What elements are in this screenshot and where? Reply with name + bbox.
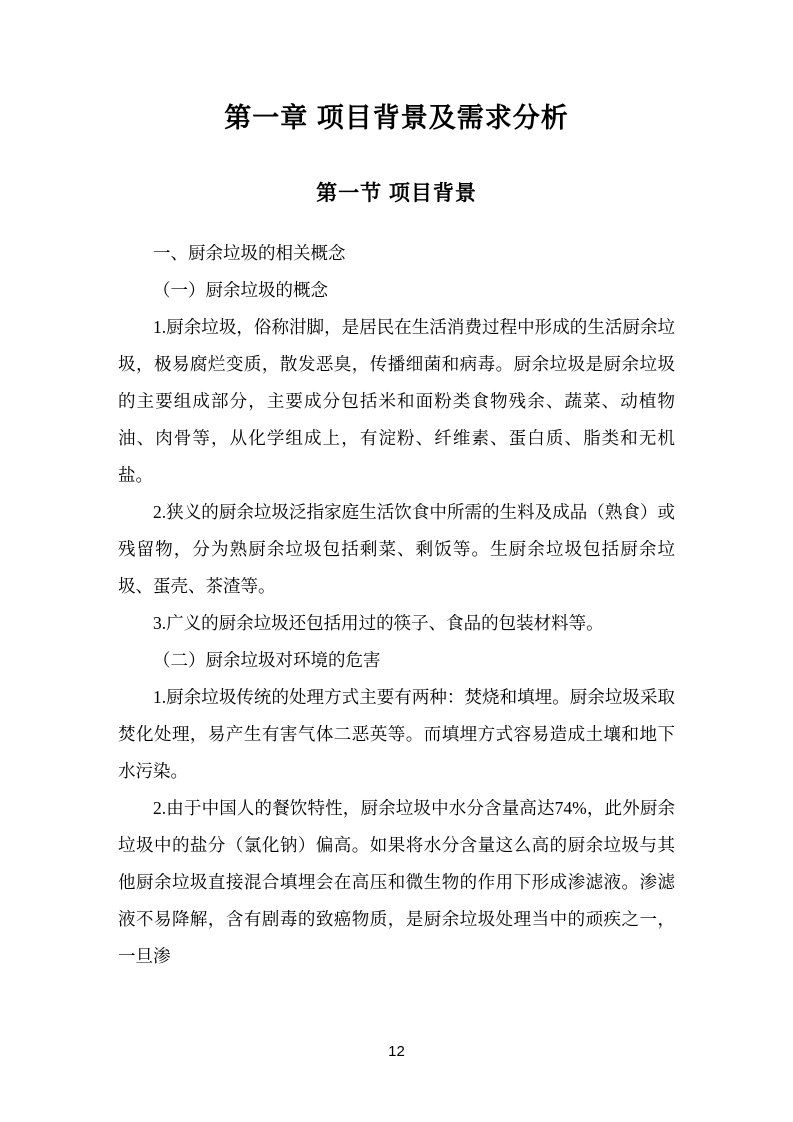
body-paragraph: 3.广义的厨余垃圾还包括用过的筷子、食品的包装材料等。	[153, 613, 604, 633]
body-paragraph: （一）厨余垃圾的概念	[153, 280, 328, 300]
document-body	[118, 235, 675, 975]
body-paragraph: 1.厨余垃圾传统的处理方式主要有两种：焚烧和填埋。厨余垃圾采取焚化处理，易产生有害气体二恶英等。而填埋方式容易造成土壤和地下水污染。	[118, 687, 675, 781]
body-paragraph: 1.厨余垃圾，俗称泔脚，是居民在生活消费过程中形成的生活厨余垃圾，极易腐烂变质，散发恶臭，传播细菌和病毒。厨余垃圾是厨余垃圾的主要组成部分，主要成分包括米和面粉类食物残余、蔬菜、动植物油、肉骨等，从化学组成上，有淀粉、纤维素、蛋白质、脂类和无机盐。	[118, 317, 675, 485]
page-number: 12	[388, 1043, 405, 1060]
body-paragraph: 2.狭义的厨余垃圾泛指家庭生活饮食中所需的生料及成品（熟食）或残留物，分为熟厨余垃圾包括剩菜、剩饭等。生厨余垃圾包括厨余垃圾、蛋壳、茶渣等。	[118, 502, 675, 596]
section-title: 第一节 项目背景	[316, 182, 477, 205]
body-paragraph: 一、厨余垃圾的相关概念	[153, 243, 346, 263]
body-paragraph: 2.由于中国人的餐饮特性，厨余垃圾中水分含量高达74%，此外厨余垃圾中的盐分（氯化钠）偏高。如果将水分含量这么高的厨余垃圾与其他厨余垃圾直接混合填埋会在高压和微生物的作用下形成渗滤液。渗滤液不易降解，含有剧毒的致癌物质，是厨余垃圾处理当中的顽疾之一，一旦渗	[118, 798, 675, 966]
chapter-title: 第一章 项目背景及需求分析	[224, 103, 569, 133]
body-paragraph: （二）厨余垃圾对环境的危害	[153, 650, 381, 670]
